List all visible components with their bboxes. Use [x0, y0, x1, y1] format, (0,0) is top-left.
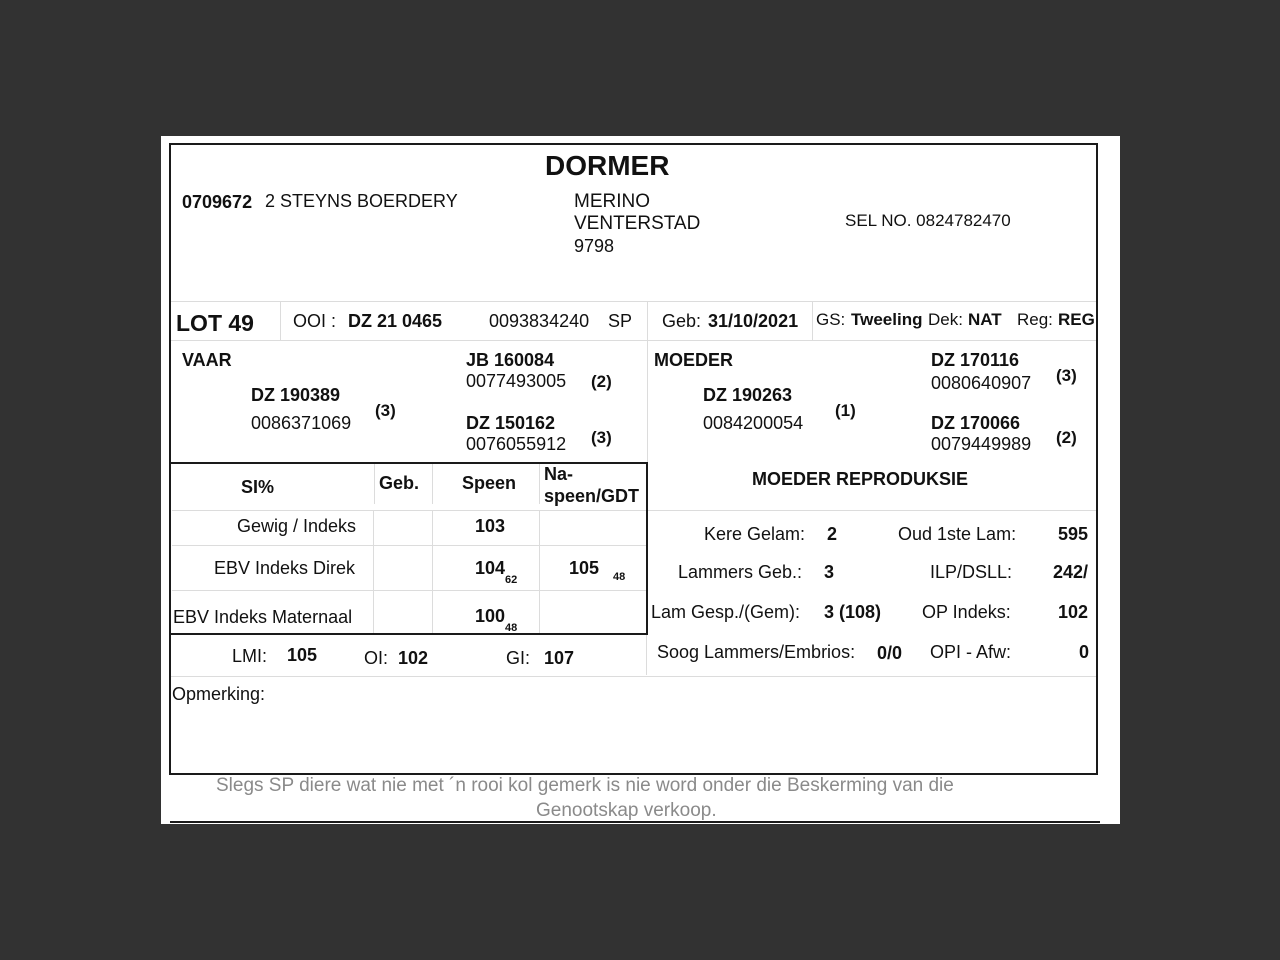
divider: [171, 676, 1096, 677]
dam-dam-grade: (2): [1056, 428, 1077, 447]
divider: [812, 302, 813, 340]
divider: [374, 464, 375, 504]
sire-dam-id: DZ 150162: [466, 413, 556, 433]
opi-afw-label: OPI - Afw:: [930, 642, 1012, 662]
lam-gesp-label: Lam Gesp./(Gem):: [651, 602, 801, 622]
kere-gelam-label: Kere Gelam:: [704, 524, 806, 544]
gewig-speen-value: 103: [475, 516, 506, 536]
ebv-direk-naspeen-value: 105: [569, 558, 600, 578]
col-header-naspeen-1: Na-: [544, 464, 574, 484]
sire-label: VAAR: [182, 350, 232, 370]
soog-lammers-label: Soog Lammers/Embrios:: [657, 642, 856, 662]
oi-value: 102: [398, 648, 429, 668]
ebv-maternaal-speen-value: $100_{48}$: [475, 606, 518, 634]
sire-dam-number: 0076055912: [466, 434, 567, 454]
lot-number: LOT 49: [176, 310, 254, 336]
table-border: [170, 633, 648, 635]
col-header-naspeen-2: speen/GDT: [544, 486, 640, 506]
divider: [646, 635, 647, 675]
ebv-maternaal-speen-count: 48: [505, 621, 518, 634]
divider: [648, 510, 1096, 511]
dek-label: Dek:: [928, 310, 963, 329]
kere-gelam-value: 2: [827, 524, 838, 544]
row-label-gewig: Gewig / Indeks: [237, 516, 357, 536]
gi-label: GI:: [506, 648, 531, 668]
divider: [432, 510, 433, 633]
table-border: [170, 462, 648, 464]
sire-sire-id: JB 160084: [466, 350, 555, 370]
table-border: [646, 462, 648, 635]
col-header-si: SI%: [241, 477, 275, 497]
divider: [172, 545, 646, 546]
dek-value: NAT: [968, 310, 1002, 329]
divider: [171, 301, 1096, 302]
sire-sire-grade: (2): [591, 372, 612, 391]
birth-date-label: Geb:: [662, 311, 702, 331]
divider: [280, 302, 281, 340]
breeder-id: 0709672: [182, 192, 253, 212]
breeder-name: 2 STEYNS BOERDERY: [265, 191, 458, 211]
footer-note-line-2: Genootskap verkoop.: [536, 800, 717, 821]
row-label-ebv-direk: EBV Indeks Direk: [214, 558, 356, 578]
divider: [647, 302, 648, 340]
lmi-label: LMI:: [232, 646, 268, 666]
dam-sire-grade: (3): [1056, 366, 1077, 385]
dam-number: 0084200054: [703, 413, 804, 433]
address-line-1: MERINO: [574, 191, 650, 212]
sire-number: 0086371069: [251, 413, 352, 433]
gs-label: GS:: [816, 310, 846, 329]
ooi-label: OOI :: [293, 311, 337, 331]
reg-value: REG: [1058, 310, 1095, 329]
row-label-ebv-maternaal: EBV Indeks Maternaal: [173, 607, 353, 627]
dam-sire-id: DZ 170116: [931, 350, 1020, 370]
breed-title: DORMER: [545, 150, 670, 181]
ebv-direk-naspeen-count: 48: [613, 571, 626, 583]
oud-1ste-lam-label: Oud 1ste Lam:: [898, 524, 1017, 544]
divider: [647, 341, 648, 462]
lot-card-frame: [169, 143, 1098, 775]
lammers-geb-value: 3: [824, 562, 835, 582]
footer-note-line-1: Slegs SP diere wat nie met ´n rooi kol gemerk is nie word onder die Beskerming van die: [216, 775, 954, 796]
address-line-3: 9798: [574, 236, 615, 256]
sire-dam-grade: (3): [591, 428, 612, 447]
soog-lammers-value: 0/0: [877, 643, 903, 663]
dam-label: MOEDER: [654, 350, 734, 370]
col-header-speen: Speen: [462, 473, 517, 493]
ooi-value: DZ 21 0465: [348, 311, 443, 331]
sire-grade: (3): [375, 401, 396, 420]
dam-grade: (1): [835, 401, 856, 420]
dam-dam-id: DZ 170066: [931, 413, 1021, 433]
address-line-2: VENTERSTAD: [574, 213, 701, 234]
dam-dam-number: 0079449989: [931, 434, 1032, 454]
col-header-geb: Geb.: [379, 473, 420, 493]
lammers-geb-label: Lammers Geb.:: [678, 562, 803, 582]
lmi-value: 105: [287, 645, 318, 665]
dam-id: DZ 190263: [703, 385, 793, 405]
reg-label: Reg:: [1017, 310, 1053, 329]
divider: [172, 590, 646, 591]
ebv-direk-speen-value: $104_{62}$: [475, 558, 518, 586]
divider: [171, 340, 1096, 341]
op-indeks-value: 102: [1058, 602, 1089, 622]
divider: [539, 464, 540, 504]
ebv-direk-speen-count: 62: [505, 573, 518, 586]
lam-gesp-value: 3 (108): [824, 602, 882, 622]
sel-number: SEL NO. 0824782470: [845, 211, 1011, 230]
ilp-dsll-label: ILP/DSLL:: [930, 562, 1013, 582]
oi-label: OI:: [364, 648, 389, 668]
birth-date-value: 31/10/2021: [708, 311, 799, 331]
divider: [539, 510, 540, 633]
reproduction-title: MOEDER REPRODUKSIE: [752, 469, 969, 489]
footer-rule: [170, 821, 1100, 823]
divider: [432, 464, 433, 504]
divider: [172, 510, 646, 511]
ilp-dsll-value: 242/: [1053, 562, 1089, 582]
op-indeks-label: OP Indeks:: [922, 602, 1011, 622]
oud-1ste-lam-value: 595: [1058, 524, 1089, 544]
dam-sire-number: 0080640907: [931, 373, 1032, 393]
status-code: SP: [608, 311, 633, 331]
divider: [373, 510, 374, 633]
opi-afw-value: 0: [1079, 642, 1090, 662]
gs-value: Tweeling: [851, 310, 923, 329]
sire-sire-number: 0077493005: [466, 371, 567, 391]
gi-value: 107: [544, 648, 575, 668]
remarks-label: Opmerking:: [172, 684, 266, 704]
sire-id: DZ 190389: [251, 385, 341, 405]
ewe-id-number: 0093834240: [489, 311, 590, 331]
